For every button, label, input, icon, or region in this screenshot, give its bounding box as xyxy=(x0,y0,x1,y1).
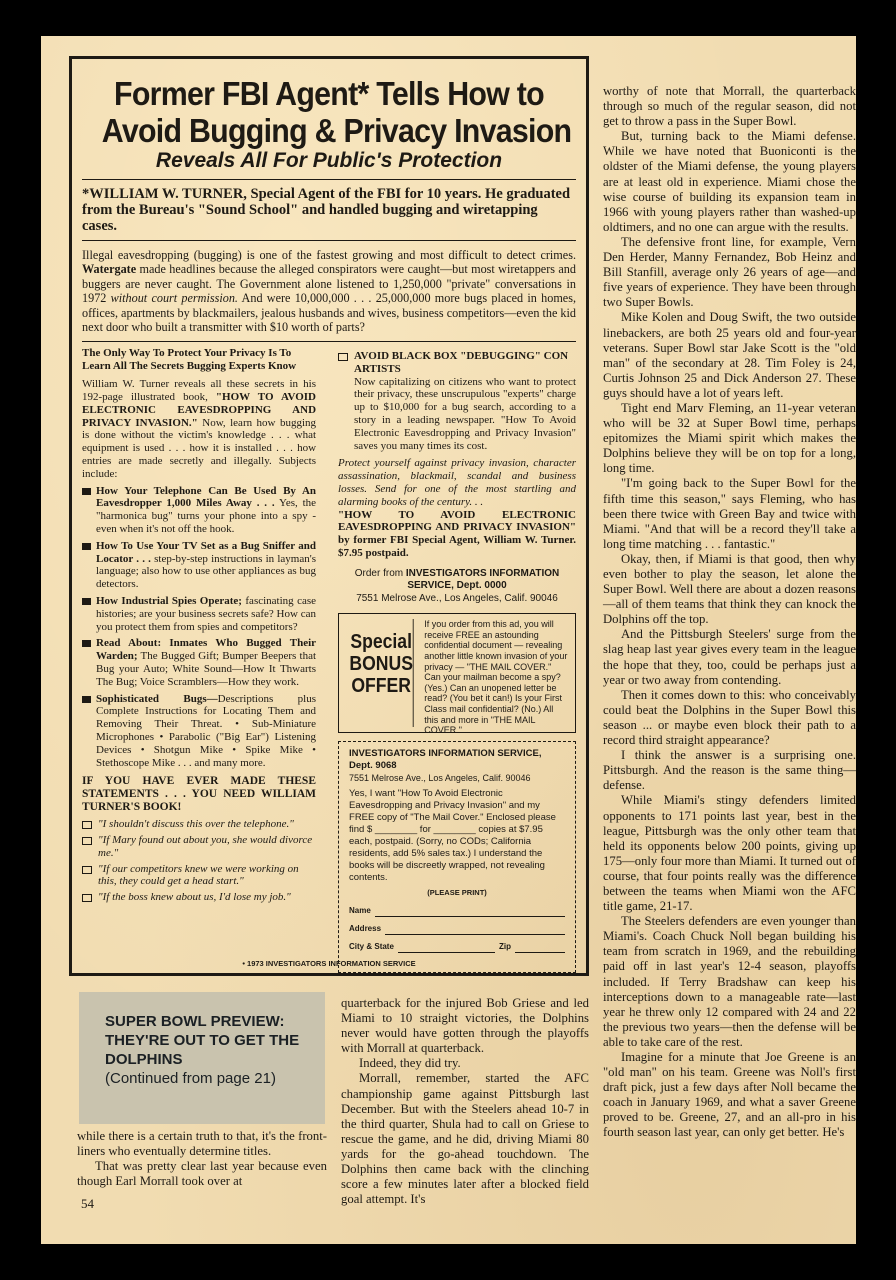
article-paragraph: quarterback for the injured Bob Griese and led Miami to 10 straight victories, the Dolphins never would have gotten through the playoffs with Morrall at quarterback. xyxy=(341,996,589,1056)
order-coupon[interactable] xyxy=(338,741,576,973)
ad-left-text: William W. Turner reveals all these secrets in his 192-page illustrated book, xyxy=(82,378,317,403)
bullet-item xyxy=(82,485,316,536)
ad-intro-text: And were 10,000,000 . . . 25,000,000 more bugs placed in homes, offices, apartments by blackmailers, jealous husbands and wives, business competitors—even the kid next door who built a transmitter with $10 worth of parts? xyxy=(82,291,576,335)
ad-left-paragraph xyxy=(82,378,316,480)
ad-columns xyxy=(82,347,576,952)
bullet-square-icon xyxy=(82,696,91,703)
bullet-text: step-by-step instructions in layman's language; also how to use other appliances as bug detectors. xyxy=(96,552,317,591)
ad-headline-line-2: Avoid Bugging & Privacy Invasion xyxy=(101,112,572,149)
article-paragraph: "I'm going back to the Super Bowl for the fifth time this season," says Fleming, who has been there twice with Green Bay and twice with Miami. "And that will be a record they'll take a long time matching . . . fantastic." xyxy=(603,476,856,551)
article-paragraph: The defensive front line, for example, Vern Den Herder, Manny Fernandez, Bob Heinz and Bill Stanfill, average only 26 years of age—and five years of experience. They have been through two Super Bowls. xyxy=(603,234,856,310)
ad-intro-watergate: Watergate xyxy=(82,262,137,277)
article-bottom-middle-column xyxy=(341,996,589,1207)
statement-text: "If our competitors knew we were working on this, they could get a head start." xyxy=(98,862,299,888)
bullet-square-icon xyxy=(82,640,91,647)
statement-item xyxy=(82,863,316,889)
bonus-text: If you order from this ad, you will receive FREE an astounding confidential document — revealing another little known invasion of your privacy — "THE MAIL COVER." Can your mailman become a spy? (Yes.) Can an unopened letter be read? (You bet it can!) Is your First Class mail confidential? (No.) All this and more in "THE MAIL COVER." xyxy=(424,619,568,736)
con-artists-text: Now capitalizing on citizens who want to protect their privacy, these unscrupulous "experts" charge up to $10,000 for a bug search, according to a story in a leading newspaper. "How To Avoid Electronic Eavesdropping and Privacy Invasion" saves you many times its cost. xyxy=(354,375,576,452)
continuation-title: SUPER BOWL PREVIEW: THEY'RE OUT TO GET THE DOLPHINS xyxy=(105,1013,300,1068)
statement-text: "I shouldn't discuss this over the telephone." xyxy=(98,818,294,831)
name-field[interactable] xyxy=(349,905,565,917)
ad-copyright: • 1973 INVESTIGATORS INFORMATION SERVICE xyxy=(242,959,416,968)
article-paragraph: The Steelers defenders are even younger than Miami's. Coach Chuck Noll began building his team from scratch in 1969, and the rebuilding paid off in last year's 12-4 season, playoffs included. If Terry Bradshaw can keep his interceptions down to a manageable rate—last year he threw only 12 compared with 24 and 22 the previous two years—then the defense will be able to take care of the rest. xyxy=(603,914,856,1049)
statement-text: "If Mary found out about you, she would divorce me." xyxy=(98,834,313,859)
article-paragraph: I think the answer is a surprising one. Pittsburgh. And the reason is the same thing—defense. xyxy=(603,748,856,793)
bullet-bold: How Industrial Spies Operate; xyxy=(96,594,242,607)
ad-book-title: "HOW TO AVOID ELECTRONIC EAVESDROPPING AND PRIVACY INVASION." xyxy=(82,390,317,429)
ad-left-text: Now, learn how bugging is done without the victim's knowledge . . . what equipment is used . . . how it is installed . . . how entries are made secretly and illegally. Subjects include: xyxy=(82,416,317,480)
ad-intro-text: made headlines because the alleged conspirators were caught—but most wiretappers and buggers are never caught. The Government alone listened to 1,250,000 "private" conversations in 1972 xyxy=(82,262,576,306)
con-artists-heading xyxy=(338,350,576,376)
ad-intro-text: Illegal eavesdropping (bugging) is one of the fastest growing and most difficult to detect crimes. xyxy=(82,248,576,262)
order-from-label: Order from xyxy=(354,567,404,579)
statement-text: "If the boss knew about us, I'd lose my job." xyxy=(98,891,291,904)
bullet-text: The Bugged Gift; Bumper Beepers that Bug your Auto; White Sound—How It Thwarts The Bug; Voice Scramblers—How they work. xyxy=(96,650,317,688)
address-line xyxy=(385,927,565,935)
advertisement-box xyxy=(69,56,589,976)
bonus-title: Special BONUS OFFER xyxy=(349,619,413,727)
name-line xyxy=(375,909,565,917)
ad-credential: *WILLIAM W. TURNER, Special Agent of the FBI for 10 years. He graduated from the Bureau's "Sound School" and handled bugging and wiretapping cases. xyxy=(82,186,571,234)
bullet-bold: How Your Telephone Can Be Used By An Eavesdropper 1,000 Miles Away . . . xyxy=(96,484,317,510)
bullet-item xyxy=(82,595,316,633)
article-right-column xyxy=(603,84,856,1141)
city-line xyxy=(398,945,495,953)
statement-item xyxy=(82,834,316,860)
zip-label: Zip xyxy=(499,942,511,952)
checkbox-icon xyxy=(82,894,92,902)
bullet-square-icon xyxy=(82,543,91,550)
protect-text: Protect yourself against privacy invasion, character assassination, blackmail, scandal and business losses. Send for one of the most startling and alarming books of the century. . . xyxy=(338,457,576,508)
article-paragraph: But, turning back to the Miami defense. While we have noted that Buoniconti is the oldster of the Miami defense, the young players are at least old in experience. Miami chose the wise course of building its expansion team in 1966 with young players rather than washed-up oldtimers, and no one can argue with the results. xyxy=(603,129,856,234)
checkbox-icon xyxy=(82,866,92,874)
order-company: INVESTIGATORS INFORMATION SERVICE, Dept. 0000 xyxy=(405,567,560,592)
bullet-square-icon xyxy=(82,598,91,605)
city-label: City & State xyxy=(349,942,394,952)
bullet-item xyxy=(82,693,316,770)
article-bottom-left-column xyxy=(77,1129,327,1189)
city-zip-field[interactable] xyxy=(349,941,565,953)
continuation-subtitle: (Continued from page 21) xyxy=(105,1070,276,1087)
continuation-header-box xyxy=(79,992,325,1124)
article-paragraph: worthy of note that Morrall, the quarterback through so much of the regular season, did not get to throw a pass in the Super Bowl. xyxy=(603,84,856,129)
article-paragraph: Morrall, remember, started the AFC championship game against Pittsburgh last December. But with the Steelers ahead 10-7 in the third quarter, Shula had to call on Griese to rescue the game, and he did, driving Miami 80 yards for the go-ahead touchdown. The Dolphins then came back with the clinching score a few minutes later after a blocked field goal attempt. It's xyxy=(341,1071,589,1207)
article-paragraph: Indeed, they did try. xyxy=(359,1056,461,1071)
bullet-square-icon xyxy=(82,488,91,495)
article-paragraph: Tight end Marv Fleming, an 11-year veteran who will be 32 at Super Bowl time, perhaps epitomizes the Miami spirit which makes the Dolphins believe they will be on top for a long, long time. xyxy=(603,400,856,476)
bullet-text: Yes, the "harmonica bug" turns your phone into a spy - even when it's not off the hook. xyxy=(96,497,317,535)
bullet-item xyxy=(82,637,316,688)
checkbox-icon xyxy=(82,821,92,829)
coupon-text: Yes, I want "How To Avoid Electronic Eavesdropping and Privacy Invasion" and my FREE copy of "The Mail Cover." Enclosed please find $ ________ for ________ copies at $7.95 each, postpaid. (Sorry, no CODs; California residents, add 5% sales tax.) I understand the books will be discreetly wrapped, not revealing contents. xyxy=(349,788,556,884)
bullet-bold: How To Use Your TV Set as a Bug Sniffer and Locator . . . xyxy=(96,539,317,565)
order-info xyxy=(338,568,576,606)
statements-heading: IF YOU HAVE EVER MADE THESE STATEMENTS . . . YOU NEED WILLIAM TURNER'S BOOK! xyxy=(82,775,317,814)
bonus-offer-box xyxy=(338,613,576,736)
ad-intro-italic: without court permission. xyxy=(110,291,238,306)
checkbox-icon xyxy=(338,353,348,361)
bullet-bold: Read About: Inmates Who Bugged Their Warden; xyxy=(96,637,317,663)
coupon-address: 7551 Melrose Ave., Los Angeles, Calif. 90046 xyxy=(349,773,531,784)
article-paragraph: Imagine for a minute that Joe Greene is an "old man" on his team. Greene was Noll's first draft pick, just a few days after Noll became the coach in January 1969, and what a saver Greene proved to be. Greene, 27, and an all-pro in his fourth season last year, can only get better. He's xyxy=(603,1050,856,1140)
article-paragraph: Then it comes down to this: who conceivably could beat the Dolphins in the Super Bowl this season ... or maybe even block their path to a record third straight appearance? xyxy=(603,687,856,748)
page-number: 54 xyxy=(81,1196,94,1211)
magazine-page xyxy=(41,36,856,1244)
statement-item xyxy=(82,818,316,831)
ad-left-column xyxy=(82,347,324,947)
article-paragraph: Okay, then, if Miami is that good, then why even bother to play the season, let alone the Super Bowl. Well there are about a dozen reasons—all of them teams that think they can knock the Dolphins off the top. xyxy=(603,551,856,627)
order-address: 7551 Melrose Ave., Los Angeles, Calif. 90046 xyxy=(356,592,558,604)
con-artists-heading-text: AVOID BLACK BOX "DEBUGGING" CON ARTISTS xyxy=(354,350,569,375)
name-label: Name xyxy=(349,906,371,916)
article-paragraph: Mike Kolen and Doug Swift, the two outside linebackers, are both 25 years old and four-year veterans. Super Bowl star Jake Scott is the "old man" of the secondary at 28. Tim Foley is 24, Curtis Johnson 25 and Dick Anderson 27. These guys should have a lot of years left. xyxy=(603,310,856,400)
article-paragraph: While Miami's stingy defenders limited opponents to 171 points last year, best in the league, Pittsburgh was the only other team that held its opponents below 200 points, giving up 175—only four more than Miami. It turned out of course, that four points really was the difference between the teams when Miami won the AFC title game, 21-17. xyxy=(603,793,856,914)
bullet-text: Descriptions plus Complete Instructions for Locating Them and Removing Their Threat. • Sub-Miniature Microphones • Parabolic ("Big Ear") Listening Devices • Shotgun Mike • Spike Mike • Stethoscope Mike . . . and many more. xyxy=(96,692,317,769)
please-print: (PLEASE PRINT) xyxy=(427,888,487,898)
article-paragraph: while there is a certain truth to that, it's the front-liners who eventually determine titles. xyxy=(77,1129,327,1159)
bullet-bold: Sophisticated Bugs— xyxy=(96,692,218,705)
article-paragraph: That was pretty clear last year because even though Earl Morrall took over at xyxy=(77,1159,327,1189)
book-offer: "HOW TO AVOID ELECTRONIC EAVESDROPPING AND PRIVACY INVASION" by former FBI Special Agent, William W. Turner. $7.95 postpaid. xyxy=(338,508,576,559)
bullet-text: fascinating case histories; are your business secrets safe? How can you protect them from spies and competitors? xyxy=(96,594,317,633)
ad-subhead: Reveals All For Public's Protection xyxy=(155,149,503,172)
divider xyxy=(82,341,576,342)
coupon-company: INVESTIGATORS INFORMATION SERVICE, Dept. 9068 xyxy=(349,748,542,772)
ad-right-column xyxy=(324,347,576,952)
ad-headline xyxy=(101,75,572,149)
address-field[interactable] xyxy=(349,923,565,935)
article-paragraph: And the Pittsburgh Steelers' surge from the slag heap last year gives every team in the league the hope that they, too, could be perhaps just a year or two away from contending. xyxy=(603,627,856,687)
zip-line xyxy=(515,945,565,953)
address-label: Address xyxy=(349,924,382,934)
checkbox-icon xyxy=(82,837,92,845)
statement-item xyxy=(82,891,316,904)
ad-headline-line-1: Former FBI Agent* Tells How to xyxy=(114,75,544,112)
bullet-item xyxy=(82,540,316,591)
ad-left-heading: The Only Way To Protect Your Privacy Is To Learn All The Secrets Bugging Experts Know xyxy=(82,347,297,372)
ad-intro xyxy=(82,241,576,341)
